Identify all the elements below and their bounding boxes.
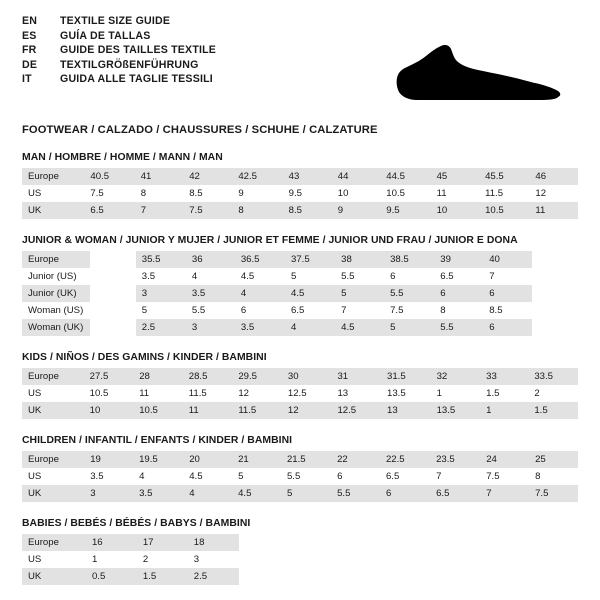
size-cell: 31.5 — [381, 368, 431, 385]
size-cell: 2 — [137, 551, 188, 568]
size-table — [22, 168, 578, 219]
size-cell: 45.5 — [479, 168, 529, 185]
size-cell: 0.5 — [86, 568, 137, 585]
row-label: US — [22, 385, 84, 402]
row-label: UK — [22, 485, 84, 502]
size-cell: 12 — [232, 385, 282, 402]
size-cell — [287, 568, 335, 585]
size-cell: 5.5 — [384, 285, 434, 302]
table-row — [22, 468, 578, 485]
size-cell: 40 — [483, 251, 532, 268]
size-cell — [532, 285, 578, 302]
row-label: UK — [22, 402, 84, 419]
language-title: GUIDA ALLE TAGLIE TESSILI — [60, 73, 213, 86]
size-cell: 4 — [235, 285, 285, 302]
size-cell: 4.5 — [235, 268, 285, 285]
size-table — [22, 251, 578, 336]
size-cell: 11 — [431, 185, 480, 202]
size-cell: 13 — [331, 385, 381, 402]
category-line: FOOTWEAR / CALZADO / CHAUSSURES / SCHUHE / CALZATURE — [22, 124, 378, 136]
language-row — [22, 43, 216, 58]
row-label: Europe — [22, 451, 84, 468]
table-row — [22, 302, 578, 319]
size-cell: 1.5 — [137, 568, 188, 585]
size-cell: 17 — [137, 534, 188, 551]
row-label: Europe — [22, 534, 86, 551]
size-cell: 6 — [483, 285, 532, 302]
size-cell: 25 — [529, 451, 578, 468]
size-cell: 19 — [84, 451, 133, 468]
size-cell — [384, 551, 432, 568]
size-cell: 33.5 — [528, 368, 578, 385]
size-cell: 7 — [483, 268, 532, 285]
size-cell — [90, 251, 136, 268]
size-table — [22, 368, 578, 419]
size-cell — [529, 534, 578, 551]
size-cell: 4.5 — [335, 319, 384, 336]
size-cell — [532, 319, 578, 336]
size-cell: 31 — [331, 368, 381, 385]
size-cell: 36.5 — [235, 251, 285, 268]
size-cell: 37.5 — [285, 251, 335, 268]
size-cell: 3 — [136, 285, 186, 302]
table-row — [22, 568, 578, 585]
size-cell: 44.5 — [380, 168, 430, 185]
dress-shoe-icon — [382, 30, 572, 112]
size-cell: 2 — [528, 385, 578, 402]
size-cell: 5 — [285, 268, 335, 285]
size-cell: 7 — [480, 485, 529, 502]
size-cell: 23.5 — [430, 451, 480, 468]
size-cell: 12.5 — [282, 385, 332, 402]
row-label: Woman (US) — [22, 302, 90, 319]
table-row — [22, 534, 578, 551]
size-cell: 3 — [186, 319, 235, 336]
size-cell: 43 — [283, 168, 332, 185]
size-cell: 10.5 — [479, 202, 529, 219]
size-cell: 8 — [232, 202, 282, 219]
size-cell — [90, 302, 136, 319]
size-cell — [532, 302, 578, 319]
size-table — [22, 534, 578, 585]
size-cell: 2.5 — [136, 319, 186, 336]
size-cell: 5 — [384, 319, 434, 336]
size-section — [22, 152, 578, 219]
table-row — [22, 185, 578, 202]
size-cell: 6.5 — [285, 302, 335, 319]
table-row — [22, 385, 578, 402]
size-cell: 32 — [431, 368, 481, 385]
size-cell: 4 — [183, 485, 232, 502]
size-section — [22, 352, 578, 419]
size-cell: 6.5 — [434, 268, 483, 285]
size-cell: 2.5 — [188, 568, 239, 585]
size-cell: 4.5 — [285, 285, 335, 302]
size-cell: 6.5 — [84, 202, 134, 219]
row-label: Europe — [22, 251, 90, 268]
size-cell: 36 — [186, 251, 235, 268]
size-cell: 6 — [434, 285, 483, 302]
size-cell: 11.5 — [479, 185, 529, 202]
size-cell: 11 — [133, 385, 183, 402]
size-cell — [239, 551, 287, 568]
size-cell — [433, 568, 481, 585]
size-cell: 22 — [331, 451, 380, 468]
size-section — [22, 435, 578, 502]
size-cell: 6 — [380, 485, 430, 502]
size-cell: 28 — [133, 368, 183, 385]
size-cell: 3.5 — [186, 285, 235, 302]
size-cell — [239, 534, 287, 551]
size-cell: 5 — [281, 485, 331, 502]
language-title-list — [22, 14, 216, 87]
size-cell — [384, 568, 432, 585]
size-cell: 7.5 — [384, 302, 434, 319]
size-cell: 1 — [86, 551, 137, 568]
language-title: TEXTILE SIZE GUIDE — [60, 15, 171, 27]
table-row — [22, 202, 578, 219]
size-cell: 46 — [529, 168, 578, 185]
size-cell: 11.5 — [232, 402, 282, 419]
language-code: ES — [22, 29, 37, 42]
size-cell: 22.5 — [380, 451, 430, 468]
size-cell: 8 — [529, 468, 578, 485]
section-title: JUNIOR & WOMAN / JUNIOR Y MUJER / JUNIOR ET FEMME / JUNIOR UND FRAU / JUNIOR E DONA — [22, 235, 518, 246]
size-cell: 4.5 — [232, 485, 281, 502]
table-row — [22, 402, 578, 419]
size-cell: 35.5 — [136, 251, 186, 268]
size-cell: 1 — [431, 385, 481, 402]
size-cell: 4.5 — [183, 468, 232, 485]
size-cell: 10.5 — [84, 385, 134, 402]
language-code: FR — [22, 44, 37, 57]
size-cell: 16 — [86, 534, 137, 551]
size-cell: 1 — [480, 402, 528, 419]
size-cell: 5.5 — [281, 468, 331, 485]
size-cell: 19.5 — [133, 451, 183, 468]
size-cell: 21.5 — [281, 451, 331, 468]
size-cell: 7.5 — [183, 202, 232, 219]
size-cell: 10.5 — [380, 185, 430, 202]
size-cell — [532, 268, 578, 285]
size-cell: 5 — [232, 468, 281, 485]
size-cell: 3 — [188, 551, 239, 568]
table-row — [22, 368, 578, 385]
table-row — [22, 268, 578, 285]
size-cell: 5.5 — [186, 302, 235, 319]
size-cell: 5 — [335, 285, 384, 302]
size-cell: 1.5 — [528, 402, 578, 419]
size-cell — [481, 534, 529, 551]
size-cell: 4 — [133, 468, 183, 485]
size-cell: 9 — [232, 185, 282, 202]
size-cell — [481, 568, 529, 585]
size-cell: 30 — [282, 368, 332, 385]
language-code: IT — [22, 73, 32, 86]
size-cell — [336, 551, 384, 568]
size-section — [22, 518, 578, 585]
table-row — [22, 451, 578, 468]
size-cell: 6.5 — [430, 485, 480, 502]
size-cell: 44 — [332, 168, 381, 185]
size-cell: 9.5 — [283, 185, 332, 202]
row-label: US — [22, 185, 84, 202]
size-cell: 9.5 — [380, 202, 430, 219]
size-cell: 29.5 — [232, 368, 282, 385]
size-cell — [384, 534, 432, 551]
size-cell: 3.5 — [136, 268, 186, 285]
table-row — [22, 251, 578, 268]
size-cell — [336, 568, 384, 585]
language-title: GUÍA DE TALLAS — [60, 29, 151, 42]
size-cell: 8 — [135, 185, 184, 202]
size-cell — [287, 534, 335, 551]
size-cell: 8.5 — [483, 302, 532, 319]
size-cell: 10 — [84, 402, 134, 419]
size-cell: 42 — [183, 168, 232, 185]
size-cell: 5 — [136, 302, 186, 319]
row-label: US — [22, 551, 86, 568]
size-cell: 12.5 — [331, 402, 381, 419]
section-title: CHILDREN / INFANTIL / ENFANTS / KINDER / BAMBINI — [22, 435, 293, 446]
size-cell: 10 — [431, 202, 480, 219]
size-cell: 12 — [282, 402, 332, 419]
size-cell: 41 — [135, 168, 184, 185]
row-label: UK — [22, 202, 84, 219]
size-cell: 7.5 — [529, 485, 578, 502]
row-label: Junior (UK) — [22, 285, 90, 302]
size-cell: 8 — [434, 302, 483, 319]
size-cell — [481, 551, 529, 568]
size-tables-container — [22, 152, 578, 585]
size-cell: 8.5 — [283, 202, 332, 219]
size-cell: 5.5 — [331, 485, 380, 502]
size-cell: 24 — [480, 451, 529, 468]
size-cell — [532, 251, 578, 268]
size-cell: 3.5 — [235, 319, 285, 336]
table-row — [22, 168, 578, 185]
size-cell: 33 — [480, 368, 528, 385]
row-label: Junior (US) — [22, 268, 90, 285]
size-cell: 28.5 — [183, 368, 233, 385]
size-cell: 10 — [332, 185, 381, 202]
language-row — [22, 72, 216, 87]
size-cell: 38.5 — [384, 251, 434, 268]
size-section — [22, 235, 578, 336]
language-title: GUIDE DES TAILLES TEXTILE — [60, 44, 217, 57]
size-cell: 5.5 — [434, 319, 483, 336]
size-cell: 7.5 — [84, 185, 134, 202]
size-cell: 1.5 — [480, 385, 528, 402]
row-label: Woman (UK) — [22, 319, 90, 336]
size-cell: 12 — [529, 185, 578, 202]
size-cell: 20 — [183, 451, 232, 468]
size-cell: 4 — [186, 268, 235, 285]
size-cell: 7.5 — [480, 468, 529, 485]
size-cell — [529, 551, 578, 568]
page-header — [22, 14, 578, 112]
size-cell — [433, 534, 481, 551]
size-cell: 13 — [381, 402, 431, 419]
language-title: TEXTILGRÖßENFÜHRUNG — [60, 58, 199, 71]
size-cell: 4 — [285, 319, 335, 336]
row-label: Europe — [22, 368, 84, 385]
size-cell: 11 — [183, 402, 233, 419]
size-cell: 7 — [430, 468, 480, 485]
size-cell: 13.5 — [381, 385, 431, 402]
size-cell: 6 — [483, 319, 532, 336]
size-cell: 40.5 — [84, 168, 134, 185]
size-cell: 13.5 — [431, 402, 481, 419]
table-row — [22, 485, 578, 502]
row-label: Europe — [22, 168, 84, 185]
size-cell: 3.5 — [84, 468, 133, 485]
size-cell: 27.5 — [84, 368, 134, 385]
size-cell: 9 — [332, 202, 381, 219]
size-cell: 42.5 — [232, 168, 282, 185]
size-cell — [287, 551, 335, 568]
table-row — [22, 319, 578, 336]
size-cell — [90, 319, 136, 336]
size-cell: 45 — [431, 168, 480, 185]
size-cell: 5.5 — [335, 268, 384, 285]
language-code: EN — [22, 15, 38, 27]
size-cell — [90, 285, 136, 302]
size-table — [22, 451, 578, 502]
language-code: DE — [22, 58, 38, 71]
size-cell — [90, 268, 136, 285]
size-cell: 3 — [84, 485, 133, 502]
size-cell: 38 — [335, 251, 384, 268]
size-cell: 6.5 — [380, 468, 430, 485]
size-cell: 6 — [235, 302, 285, 319]
section-title: MAN / HOMBRE / HOMME / MANN / MAN — [22, 152, 223, 163]
size-cell: 11.5 — [183, 385, 233, 402]
size-cell: 3.5 — [133, 485, 183, 502]
size-cell — [239, 568, 287, 585]
row-label: UK — [22, 568, 86, 585]
size-cell: 10.5 — [133, 402, 183, 419]
section-title: KIDS / NIÑOS / DES GAMINS / KINDER / BAMBINI — [22, 352, 267, 363]
table-row — [22, 551, 578, 568]
size-cell: 6 — [331, 468, 380, 485]
size-cell — [529, 568, 578, 585]
language-row — [22, 58, 216, 73]
size-cell: 39 — [434, 251, 483, 268]
table-row — [22, 285, 578, 302]
section-title: BABIES / BEBÉS / BÉBÉS / BABYS / BAMBINI — [22, 518, 251, 529]
language-row — [22, 29, 216, 44]
size-cell — [433, 551, 481, 568]
size-cell: 18 — [188, 534, 239, 551]
size-cell — [336, 534, 384, 551]
language-row — [22, 14, 216, 29]
row-label: US — [22, 468, 84, 485]
size-cell: 21 — [232, 451, 281, 468]
size-cell: 7 — [135, 202, 184, 219]
size-cell: 8.5 — [183, 185, 232, 202]
size-cell: 7 — [335, 302, 384, 319]
size-cell: 11 — [529, 202, 578, 219]
size-cell: 6 — [384, 268, 434, 285]
